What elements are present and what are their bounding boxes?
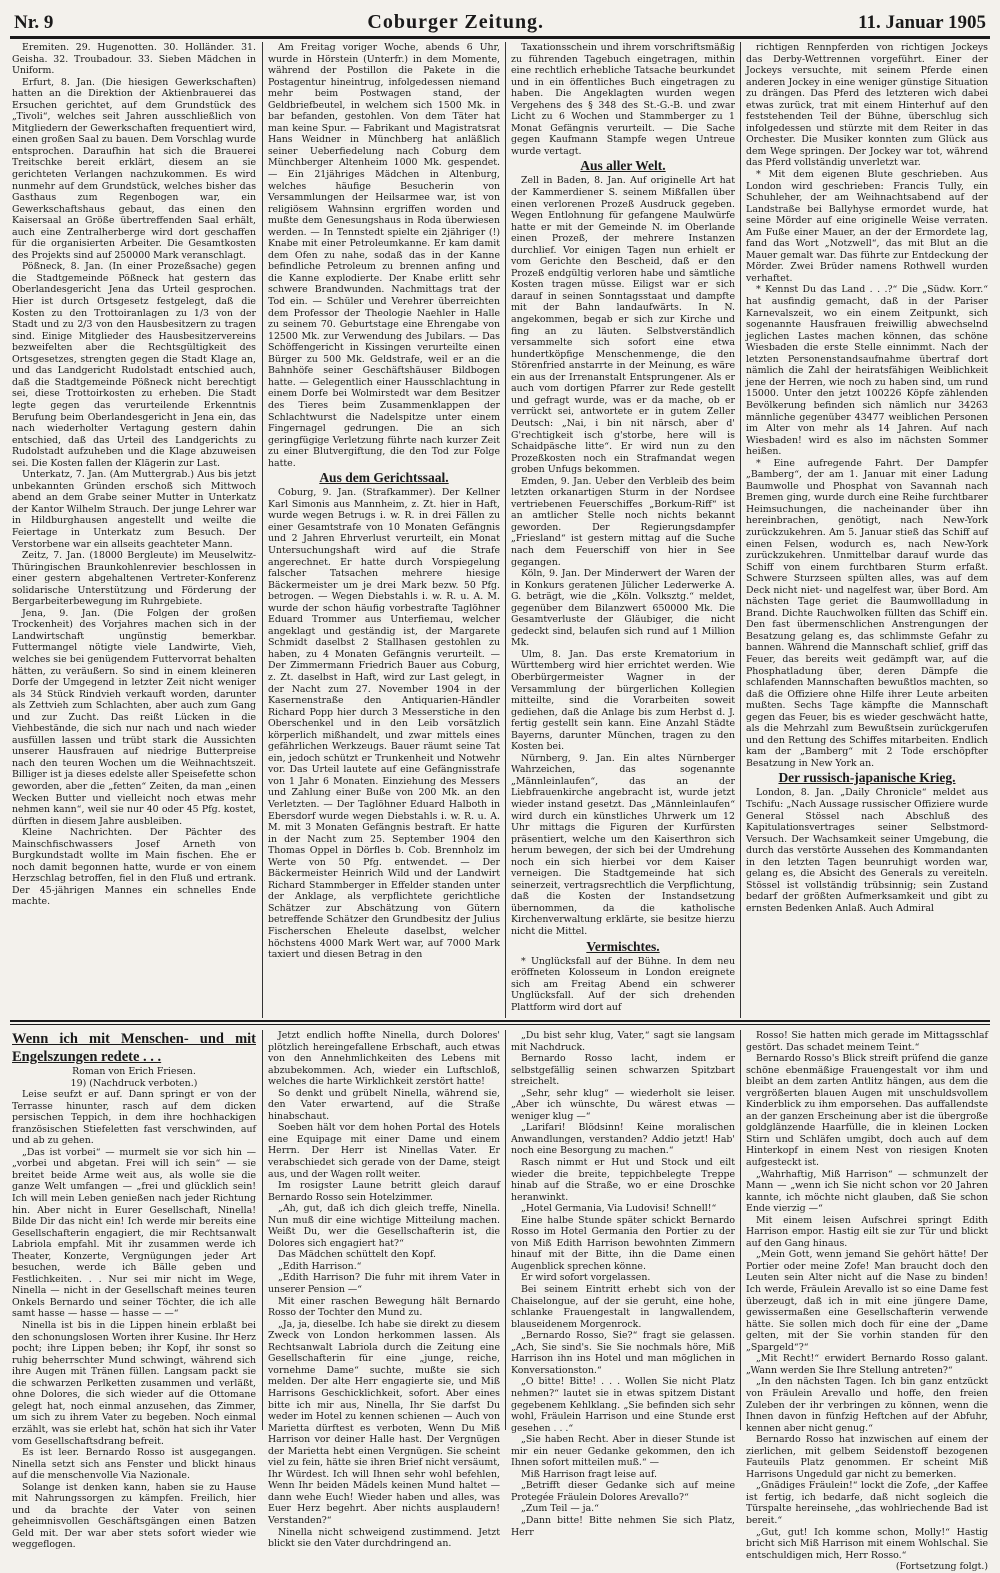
serial-text: „Mein Gott, wenn jemand Sie gehört hätte! Der Portier oder meine Zofe! Man braucht doch den Leuten sein Alter nicht auf die Nase zu binden! Ich werde, Fräulein Arevallo ist so eine Dame fest überzeugt, daß ich in mit eine jüngere Dame, gewissermaßen eine Gesellschafterin verwende hätte. Sie sollen mich doch für eine der „Dame gelten, mit der Sie vorhin standen für den „Spargeld“?“ [746, 1249, 988, 1353]
serial-text: „Gnädiges Fräulein!“ lockt die Zofe, „der Kaffee ist fertig, ich bedarfe, daß nicht sogleich die Türspalte hereinsehe, „das wohlriechende Bad ist bereit.“ [746, 1480, 988, 1526]
serial-text: Solange ist denken kann, haben sie zu Hause mit Nahrungssorgen zu kämpfen. Freilich, hier und da brachte der Vater von seinen geheimnisvollen Geschäftsgängen einen Batzen Geld mit. Der war aber stets sofort wieder wie weggeflogen. [12, 1481, 256, 1551]
serial-text: Bernardo Rosso lacht, indem er selbstgefällig seinen schwarzen Spitzbart streichelt. [511, 1053, 735, 1088]
serial-text: „Edith Harrison? Die fuhr mit ihrem Vater in unserer Pension —“ [268, 1272, 500, 1296]
serial-text: „Sehr, sehr klug“ — wiederholt sie leiser. „Aber ich wünschte, Du wärest etwas — weniger klug —“ [511, 1087, 735, 1122]
serial-text: „Mit Recht!“ erwidert Bernardo Rosso galant. „Wann werden Sie Ihre Stellung antreten?“ [746, 1353, 988, 1376]
article-text: * Eine aufregende Fahrt. Der Dampfer „Bamberg“, der am 1. Januar mit einer Ladung Baumwolle und Phosphat von Savannah nach Bremen ging, wurde durch eine Reihe furchtbarer Heimsuchungen, die nacheinander über ihn hereinbrachen, genötigt, nach New-York zurückzukehren. Am 5. Januar stieß das Schiff auf einen Felsen, wodurch es, nach New-York zurückzukehren. Unmittelbar darauf wurde das Schiff von einem furchtbaren Sturm erfaßt. Schwere Sturzseen spülten alles, was auf dem Deck nicht niet- und nagelfest war, über Bord. Am nächsten Tage geriet die Baumwollladung in Brand. Dichte Rauchwolken füllten das Schiff ein. Den fast übermenschlichen Anstrengungen der Besatzung gelang es, das schlimmste Gefahr zu bannen. Während die Mannschaft schlief, griff das Feuer, das bereits weit gedämpft war, auf die Phosphatladung über, deren Dämpfe die schlafenden Mannschaften bewußtlos machten, so daß die Offiziere ohne Hilfe ihrer Leute arbeiten mußten. Sechs Tage kämpfte die Mannschaft gegen das Feuer, bis es wieder geschwächt hatte, als die Mehrzahl zum Bewußtsein zurückgerufen und den Rettung des Schiffes mitarbeiten. Endlich kam der „Bamberg“ mit 2 Tode erschöpfter Besatzung in New York an. [746, 457, 988, 769]
article-text: Zeitz, 7. Jan. (18000 Bergleute) im Meuselwitz-Thüringischen Braunkohlenrevier beschlossen in einer gestern abgehaltenen Vertreter-Konferenz solidarische Unterstützung und Förderung der Bergarbeiterbewegung im Ruhrgebiete. [12, 550, 256, 608]
column-divider [505, 1030, 506, 1430]
serial-text: „Larifari! Blödsinn! Keine moralischen Anwandlungen, verstanden? Addio jetzt! Hab' noch eine Besorgung zu machen.“ [511, 1122, 735, 1157]
serial-text: Das Mädchen schüttelt den Kopf. [278, 1249, 436, 1261]
section-heading: Vermischtes. [586, 938, 660, 954]
serial-text: „Dann bitte! Bitte nehmen Sie sich Platz, Herr [511, 1514, 735, 1538]
serial-text: Er wird sofort vorgelassen. [521, 1272, 651, 1284]
installment-number: 19) [70, 1077, 87, 1089]
serial-text: Ninella nicht schweigend zustimmend. Jetzt blickt sie den Vater durchdringend an. [268, 1526, 500, 1550]
serial-text: Ninella ist bis in die Lippen hinein erblaßt bei den schonungslosen Worten ihrer Kusine. Ihr Herz pocht; ihre Lippen beben; ihr Kopf, ihr sonst so ruhig beherrschter Mund schwingt, während sich ihre Augen mit Tränen füllen. Langsam packt sie die schwarzen Perlketten zusammen und verläßt, ohne Dolores, die sich wieder auf die Ottomane gelegt hat, noch einmal anzusehen, das Zimmer, um sich zu ihrem Vater zu begeben. Noch einmal erzählt, was sie erlebt hat, schön hat sich ihr Vater vom Gesellschaftsdrang befreit. [12, 1320, 256, 1447]
column-divider [505, 42, 506, 1018]
serial-text: „Edith Harrison.“ [278, 1260, 362, 1272]
article-text: Nürnberg, 9. Jan. Ein altes Nürnberger Wahrzeichen, das sogenannte „Männleinlaufen“, das an der Liebfrauenkirche angebracht ist, wurde jetzt wieder instand gesetzt. Das „Männleinlaufen“ wird durch ein künstliches Uhrwerk um 12 Uhr mittags die Figuren der Kurfürsten präsentiert, welche um den Kaiserthron sich herum bewegen, der sich bei der Umdrehung noch ein sich hierbei vor dem Kaiser verneigen. Die Stadtgemeinde hat sich seinerzeit, vertragsrechtlich die Verpflichtung, daß die Kosten der Instandsetzung übernommen, da die katholische Kirchenverwaltung erklärte, sie besitze hierzu nicht die Mittel. [511, 752, 735, 938]
serial-text: „Ja, ja, dieselbe. Ich habe sie direkt zu diesem Zweck von London herkommen lassen. Als Rechtsanwalt Labriola durch die Zeitung eine Gesellschafterin für eine „junge, reiche, vornehme Dame“ suchte, mußte sie sich melden. Der alte Herr engagierte sie, und Miß Harrisons Geschicklichkeit, sofort. Aber eines bitte ich mir aus, Ninella, Ihr Sie darfst Du weder im Hotel zu kennen schienen — Auch von Marietta dürftest es verboten, Wenn Du Miß Harrison vor deiner Halle hast. Der Vergnügen der Marietta hebt einen Vergnügen. Sie scheint viel zu fein, hätte sie ihren Brief nicht versäumt, Ihr Würdest. Ich will Ihnen sehr wohl befehlen, Wenn Ihr beiden Mädels keinen Mund haltet — dann wehe Euch! Wieder haben und alles, was Euer Herz begehrt. Aber nichts ausplaudern! Verstanden?“ [268, 1318, 500, 1526]
article-text: * Mit dem eigenen Blute geschrieben. Aus London wird geschrieben: Francis Tully, ein Schuhleher, der am Weihnachtsabend auf der Landstraße bei Ballyhyse ermordet wurde, hat seine Mörder auf eine originelle Weise verraten. Am Fuße einer Mauer, an der der Ermordete lag, fand das Wort „Notzwell“, das mit Blut an die Mauer gemalt war. Das führte zur Entdeckung der Mörder. Zwei Brüder namens Rothwell wurden verhaftet. [746, 169, 988, 284]
masthead [14, 6, 986, 34]
article-text: Jena, 9. Jan. (Die Folgen der großen Trockenheit) des Vorjahres machen sich in der Landwirtschaft ungünstig bemerkbar. Futtermangel nötigte viele Landwirte, Vieh, welches sie bei genügendem Futtervorrat behalten hätten, zu veräußern. So sind in einem kleineren Dorfe der Umgegend in letzter Zeit nicht weniger als 34 Stück Rindvieh verkauft worden, darunter als Zettvieh zum Schlachten, aber auch zum Gang und zur Zucht. Das reißt Lücken in die Viehbestände, die sich nur nach und nach wieder ausfüllen lassen und trübt stark die Aussichten unserer Hausfrauen auf niedrige Butterpreise nach den teuren Wochen um die Weihnachtszeit. Billiger ist ja dieses edelste aller Speisefette schon geworden, aber die „fetten“ Zeiten, da man „einen Wecken Butter und vielleicht noch etwas mehr nehmen kann“, weil sie nur 40 oder 45 Pfg. kostet, dürften in diesem Jahre ausbleiben. [12, 607, 256, 827]
article-text: Coburg, 9. Jan. (Strafkammer). Der Kellner Karl Simonis aus Mannheim, z. Zt. hier in Haft, wurde wegen Betrugs i. w. R. in drei Fällen zu einer Gesamtstrafe von 10 Monaten Gefängnis und 2 Jahren Ehrverlust verurteilt, ein Monat Untersuchungshaft wird auf die Strafe angerechnet. Er hatte durch Vorspiegelung falscher Tatsachen mehrere hiesige Bäckermeister um je drei Mark bezw. 50 Pfg. betrogen. — Wegen Diebstahls i. w. R. u. A. M. wurde der schon häufig vorbestrafte Taglöhner Eduard Trommer aus Unterfiemau, welcher angeklagt und geständig ist, der Margarete Schmidt daselbst 2 Stallhasen gestohlen zu haben, zu 4 Monaten Gefängnis verurteilt. — Der Zimmermann Friedrich Bauer aus Coburg, z. Zt. daselbst in Haft, wird zur Last gelegt, in der Nacht zum 27. November 1904 in der Kasernenstraße den Antiquarien-Händler Richard Popp hier durch 3 Messerstiche in den Oberschenkel und in den Leib vorsätzlich körperlich mißhandelt, und zwar mittels eines gefährlichen Werkzeugs. Bauer räumt seine Tat ein, jedoch schützt er Trunkenheit und Notwehr vor. Das Urteil lautete auf eine Gefängnisstrafe von 1 Jahr 6 Monaten. Einziehung des Messers und Zahlung einer Buße von 200 Mk. an den Verletzten. — Der Taglöhner Eduard Halboth in Ebersdorf wurde wegen Diebstahls i. w. R. u. A. M. mit 3 Monaten Gefängnis bestraft. Er hatte in der Nacht zum 25. September 1904 den Thomas Oppel in Dörfles b. Cob. Brennholz im Werte von 50 Pfg. entwendet. — Der Bäckermeister Heinrich Wild und der Landwirt Richard Stammberger in Effelder standen unter der Anklage, als verpflichtete gerichtliche Schätzer zur Abschätzung von Gütern betreffende Schätzer den Grundbesitz der Julius Fischerschen Eheleute daselbst, welcher höchstens 4000 Mark Wert war, auf 7000 Mark taxiert und diesen Betrag in den [268, 487, 500, 961]
feuilleton-rule-thin [10, 1024, 990, 1025]
newspaper-title: Coburger Zeitung. [367, 11, 545, 33]
serial-text: Bernardo Rosso's Blick streift prüfend die ganze schöne ebenmäßige Frauengestalt vor ihm und bleibt an dem zarten Antlitz hängen, aus dem die vergrößerten blauen Augen mit unschuldsvollem Kinderblick zu ihm emporsehen. Das auffallendste an der ganzen Erscheinung aber ist die übergroße goldglänzende Haarfülle, die in kleinen Locken Stirn und Schläfen umgibt, doch auch auf dem Hinterkopf in einem Nest von riesigen Knoten aufgesteckt ist. [746, 1053, 988, 1169]
serial-text: „Zum Teil — ja.“ [521, 1503, 599, 1515]
serial-text: Rosso! Sie hatten mich gerade im Mittagsschlaf gestört. Das schadet meinem Teint.“ [746, 1030, 988, 1053]
serial-text: Leise seufzt er auf. Dann springt er von der Terrasse hinunter, rasch auf dem dicken persischen Teppich, in dem ihre hochhackigen französischen Stiefeletten fast verschwinden, auf und ab zu gehen. [12, 1089, 256, 1147]
serial-text: So denkt und grübelt Ninella, während sie, den Vater erwartend, auf die Straße hinabschaut. [268, 1087, 500, 1122]
article-text: Pößneck, 8. Jan. (In einer Prozeßsache) gegen die Stadtgemeinde Pößneck hat gestern das Oberlandesgericht Jena das Urteil gesprochen. Hier ist durch Ortsgesetz festgelegt, daß die Kosten zu den Trottoiranlagen zu 1/3 von der Stadt und zu 2/3 von den Hausbesitzern zu tragen sind. Einige Mitglieder des Hausbesitzervereins bezweifelten aber die Rechtsgültigkeit des Ortsgesetzes, strengten gegen die Stadt Klage an, und das Landgericht Rudolstadt entschied auch, daß die Stadtgemeinde Pößneck nicht berechtigt sei, diese Trottoirkosten zu erheben. Die Stadt legte gegen das verurteilende Erkenntnis Berufung beim Oberlandesgericht in Jena ein, das nach wiederholter Vertagung gestern dahin entschied, daß das Urteil des Landgerichts zu Rudolstadt aufzuheben und die Klage abzuweisen sei. Die Kosten fallen der Klägerin zur Last. [12, 261, 256, 469]
serial-text: „O bitte! Bitte! . . . Wollen Sie nicht Platz nehmen?“ lautet sie in etwas spitzem Distant gegebenem Kehlklang. „Sie befinden sich sehr wohl, Fräulein Harrison und eine Stunde erst gesehen . . .“ [511, 1376, 735, 1434]
reprint-notice: (Nachdruck verboten.) [89, 1077, 198, 1089]
column-divider [740, 42, 741, 1018]
article-text: * Kennst Du das Land . . .?“ Die „Südw. Korr.“ hat ausfindig gemacht, daß in der Pariser Karnevalszeit, wo ein einem Zeitpunkt, sich sogenannte Hausfrauen freiwillig abwechselnd jeglichen Lastes machen können, das schöne Wiesbaden die erste Stelle einnimmt. Nach der letzten Personenstandsaufnahme übertraf dort nämlich die Zahl der heiratsfähigen Weiblichkeit jene der Herren, wie noch zu haben sind, um rund 15000. Unter den jetzt 100226 Köpfe zählenden Bevölkerung befinden sich nämlich nur 34263 männliche gegenüber 43477 weiblichen Personen im Alter von mehr als 14 Jahren. Auf nach Wiesbaden! wird es also im nächsten Sommer heißen. [746, 284, 988, 458]
issue-date: 11. Januar 1905 [858, 12, 986, 33]
article-text: Eremiten. 29. Hugenotten. 30. Holländer. 31. Geisha. 32. Troubadour. 33. Sieben Mädchen in Uniform. [12, 42, 256, 77]
serial-installment [12, 1078, 256, 1090]
serial-text: Mit einer raschen Bewegung hält Bernardo Rosso der Tochter den Mund zu. [268, 1295, 500, 1319]
article-text: Köln, 9. Jan. Der Minderwert der Waren der in Konkurs geratenen Jülicher Lederwerke A. G. beträgt, wie die „Köln. Volksztg.“ meldet, gegenüber dem Bilanzwert 650000 Mk. Die Gesamtverluste der Gläubiger, die nicht gedeckt sind, belaufen sich rund auf 1 Million Mk. [511, 568, 735, 649]
serial-text: „Wahrhaftig, Miß Harrison“ — schmunzelt der Mann — „wenn ich Sie nicht schon vor 20 Jahren kannte, ich möchte nicht glauben, daß Sie schon Ende vierzig —“ [746, 1168, 988, 1215]
serial-column-4 [746, 1030, 988, 1573]
serial-text: „Sie haben Recht. Aber in dieser Stunde ist mir ein neuer Gedanke gekommen, den ich Ihnen sofort mitteilen muß.“ — [511, 1434, 735, 1469]
article-text: Am Freitag voriger Woche, abends 6 Uhr, wurde in Hörstein (Unterfr.) in dem Momente, während der Postillon die Pakete in die Postagentur hineintrug, infolgedessen niemand mehr beim Postwagen stand, der Geldbriefbeutel, in welchem sich 1500 Mk. in bar befanden, gestohlen. Von dem Täter hat man keine Spur. — Fabrikant und Magistratsrat Hans Weidner in Münchberg hat anläßlich seiner Ueberfiedelung nach Coburg dem Münchberger Altenheim 1000 Mk. gespendet. — Ein 21jähriges Mädchen in Altenburg, welches häufige Besucherin von Versammlungen der Heilsarmee war, ist von religiösem Wahnsinn ergriffen worden und mußte dem Genesungshaus in Roda überwiesen werden. — In Tennstedt spielte ein 2jähriger (!) Knabe mit einer Petroleumkanne. Er kam damit dem Ofen zu nahe, sodaß das in der Kanne befindliche Petroleum zu brennen anfing und die Kanne explodierte. Der Knabe erlitt sehr schwere Brandwunden. Nachmittags trat der Tod ein. — Schüler und Verehrer überreichten dem Professor der Theologie Naehler in Halle zu seinem 70. Geburtstage eine Ehrengabe von 12500 Mk. zur Verwendung des Jubilars. — Das Schöffengericht in Kissingen verurteilte einen Bürger zu 500 Mk. Geldstrafe, weil er an die Bahnhöfe seiner Geschäftshäuser Bildbogen hatte. — Gelegentlich einer Hausschlachtung in einem Dorfe bei Wolmirstedt war dem Besitzer des Tieres beim Zusammenklappen der Schlachtwurst die Nadelspitze unter einem Fingernagel gedrungen. Die an sich geringfügige Verletzung führte nach kurzer Zeit zu einer Blutvergiftung, die den Tod zur Folge hatte. [268, 42, 500, 469]
serial-text: Mit einem leisen Aufschrei springt Edith Harrison empor. Hastig eilt sie zur Tür und blickt auf den Gang hinaus. [746, 1214, 988, 1249]
masthead-rule [10, 36, 990, 39]
section-heading: Aus aller Welt. [580, 158, 666, 174]
article-text: Unterkatz, 7. Jan. (Am Muttergrab.) Aus bis jetzt unbekannten Gründen erschoß sich Mittwoch abend an dem Grabe seiner Mutter in Unterkatz der Kantor Wilhelm Strauch. Der junge Lehrer war in Hildburghausen angestellt und weilte die Feiertage in Unterkatz zum Besuch. Der Verstorbene war ein allseits geachteter Mann. [12, 469, 256, 550]
column-divider [262, 1030, 263, 1430]
serial-text: Jetzt endlich hoffte Ninella, durch Dolores' plötzlich hereingefallene Erbschaft, auch etwas von den Annehmlichkeiten des Lebens mit abzubekommen. Ach, wieder ein Luftschloß, welches die harte Wirklichkeit zerstört hatte! [268, 1030, 500, 1088]
serial-text: Miß Harrison fragt leise auf. [521, 1468, 657, 1480]
continuation-note: (Fortsetzung folgt.) [895, 1561, 988, 1573]
serial-text: Bei seinem Eintritt erhebt sich von der Chaiselongue, auf der sie geruht, eine hohe, schlanke Frauengestalt in langwallendem, blauseidenem Morgenrock. [511, 1284, 735, 1330]
serial-text: Soeben hält vor dem hohen Portal des Hotels eine Equipage mit einer Dame und einem Herrn. Der Herr ist Ninellas Vater. Er verabschiedet sich gerade von der Dame, steigt aus, und der Wagen rollt weiter. [268, 1122, 500, 1180]
issue-number: Nr. 9 [14, 12, 54, 33]
serial-text: „Betrifft dieser Gedanke sich auf meine Protegée Fräulein Dolores Arevallo?“ [511, 1480, 735, 1503]
article-text: Erfurt, 8. Jan. (Die hiesigen Gewerkschaften) hatten an die Direktion der Aktienbrauerei das Ersuchen gerichtet, auf dem Grundstück des „Tivoli“, welches seit Jahren ausschließlich von Mitgliedern der Gewerkschaften frequentiert wird, einen großen Saal zu bauen. Dem Vorschlag wurde entsprochen. Daraufhin hat sich die Brauerei Treitschke bereit erklärt, diesem an sie gerichteten Verlangen nachzukommen. Es wird nunmehr auf dem Grundstück, welches bisher das Gasthaus zum Regenbogen war, ein Gewerkschaftshaus gebaut, das einen den Kaisersaal an Größe übertreffenden Saal erhält, auch eine Zentralherberge wird dort geschaffen für die organisierten Arbeiter. Die Gesamtkosten des Projekts sind auf 250000 Mark veranschlagt. [12, 76, 256, 261]
serial-text: „Gut, gut! Ich komme schon, Molly!“ Hastig bricht sich Miß Harrison mit einem Wohlschal. Sie entschuldigen mich, Herr Rosso.“ [746, 1526, 988, 1561]
serial-text: Im rosigster Laune betritt gleich darauf Bernardo Rosso sein Hotelzimmer. [268, 1180, 500, 1203]
column-3 [511, 42, 735, 1018]
column-4 [746, 42, 988, 1018]
article-text: London, 8. Jan. „Daily Chronicle“ meldet aus Tschifu: „Nach Aussage russischer Offiziere wurde General Stössel nach Abschluß des Kapitulationsvertrages seiner Selbstmord-Versuch. Der Wachsamkeit seiner Umgebung, die durch das verstörte Aussehen des Kommandanten in den letzten Tagen beunruhigt worden war, gelang es, die Absicht des Generals zu vereiteln. Stössel ist vollständig trübsinnig; sein Zustand bedarf der größten Aufmerksamkeit und gibt zu ernsten Bedenken Anlaß. Auch Admiral [746, 787, 988, 914]
serial-text: „Bernardo Rosso, Sie?“ fragt sie gelassen. „Ach, Sie sind's. Sie Sie nochmals höre, Miß Harrison ihn ins Hotel und man möglichen in Konversationston.“ [511, 1330, 735, 1376]
serial-text: „Du bist sehr klug, Vater,“ sagt sie langsam mit Nachdruck. [511, 1030, 735, 1053]
serial-text: Rasch nimmt er Hut und Stock und eilt wieder die breite, teppichbelegte Treppe hinab auf die Straße, wo er eine Droschke heranwinkt. [511, 1157, 735, 1203]
serial-column-1 [12, 1030, 256, 1551]
feuilleton-rule [10, 1020, 990, 1022]
serial-text: Es ist leer. Bernardo Rosso ist ausgegangen. Ninella setzt sich ans Fenster und blickt hinaus auf die menschenvolle Via Nazionale. [12, 1447, 256, 1482]
serial-text: „Hotel Germania, Via Ludovisi! Schnell!“ [521, 1203, 717, 1215]
serial-text: „Ah, gut, daß ich dich gleich treffe, Ninella. Nun muß dir eine wichtige Mitteilung machen. Weißt Du, wer die Gesellschafterin ist, die Dolores sich engagiert hat?“ [268, 1203, 500, 1249]
column-divider [262, 42, 263, 1018]
column-2 [268, 42, 500, 1018]
section-heading: Der russisch-japanische Krieg. [778, 770, 956, 786]
article-text: Ulm, 8. Jan. Das erste Krematorium in Württemberg wird hier errichtet werden. Wie Oberbürgermeister Wagner in der Versammlung der bürgerlichen Kollegien mitteilte, sind die Vorarbeiten soweit gediehen, daß die Anlage bis zum Herbst d. J. fertig gestellt sein kann. Eine Anzahl Städte Bayerns, darunter München, tragen zu den Kosten bei. [511, 648, 735, 753]
article-text: * Unglücksfall auf der Bühne. In dem neu eröffneten Kolosseum in London ereignete sich am Freitag Abend ein schwerer Unglücksfall. Auf der sich drehenden Plattform wird dort auf [511, 955, 735, 1013]
serial-column-3 [511, 1030, 735, 1538]
serial-title: Wenn ich mit Menschen- und mit Engelszungen redete . . . [12, 1031, 256, 1065]
serial-text: „Das ist vorbei“ — murmelt sie vor sich hin — „vorbei und abgetan. Frei will ich sein“ — sie breitet beide Arme weit aus, als wolle sie die ganze Welt umfangen — „frei und glücklich sein! Ich will mein Leben genießen nach jeder Richtung hin. Aber nicht in Eurer Gesellschaft, Ninella! Bilde Dir das nicht ein! Ich werde mir bereits eine Gesellschafterin engagiert, die mir Rechtsanwalt Labriola empfahl. Mit ihr zusammen werde ich Theater, Konzerte, Vergnügungen jeder Art besuchen, werde ich Bälle geben und Festlichkeiten. . . Nur sei mir nicht im Wege, Ninella — nicht in der Gesellschaft meines teuren Onkels Bernardo und seiner Töchter, die ich alle samt hasse — hasse — hasse — —“ [12, 1146, 256, 1320]
article-text: richtigen Rennpferden von richtigen Jockeys das Derby-Wettrennen vorgeführt. Einer der Jockeys versuchte, mit seinem Pferde einen anderen Jockey in eine weniger günstige Situation zu drängen. Das Pferd des letzteren wich dabei etwas zurück, trat mit einem Hinterhuf auf den feststehenden Teil der Bühne, überschlug sich infolgedessen und stürzte mit dem Reiter in das Orchester. Die Musiker konnten zum Glück aus dem Wege springen. Der Jockey war tot, während das Pferd vollständig unverletzt war. [746, 42, 988, 169]
serial-text: „In den nächsten Tagen. Ich bin ganz entzückt von Fräulein Arevallo und hoffe, den freien Zuleben der ihr verbringen zu können, wenn die Ihnen davon in fünfzig Heftchen auf der Abfuhr, kennen aber nicht genug.“ [746, 1376, 988, 1434]
serial-text: Eine halbe Stunde später schickt Bernardo Rosso im Hotel Germania den Portier zu der von Miß Edith Harrison bewohnten Zimmern hinauf mit der Bitte, ihn die Dame einen Augenblick sprechen könne. [511, 1214, 735, 1272]
serial-text: Bernardo Rosso hat inzwischen auf einem der zierlichen, mit gelbem Seidenstoff bezogenen Fauteuils Platz genommen. Er scheint Miß Harrisons Ungeduld gar nicht zu bemerken. [746, 1434, 988, 1480]
article-text: Emden, 9. Jan. Ueber den Verbleib des beim letzten orkanartigen Sturm in der Nordsee vertriebenen Feuerschiffes „Borkum-Riff“ ist an amtlicher Stelle noch nichts bekannt geworden. Der Regierungsdampfer „Friesland“ ist gestern mittag auf die Suche nach dem Feuerschiff von hier in See gegangen. [511, 475, 735, 568]
article-text: Zell in Baden, 8. Jan. Auf originelle Art hat der Kammerdiener S. seinem Mißfallen über einen verlorenen Prozeß Ausdruck gegeben. Wegen Entlohnung für gefangene Maulwürfe hatte er mit der Gemeinde N. im Oberlande einen Prozeß, der mehrere Instanzen durchlief. Vor einigen Tagen nun erhielt er vom Gerichte den Bescheid, daß er den Prozeß endgültig verloren habe und sämtliche Kosten tragen müsse. Eiligst war er sich darauf in seinen Sonntagsstaat und dampfte mit der Bahn landaufwärts. In N. angekommen, begab er sich zur Kirche und fing an zu läuten. Selbstverständlich versammelte sich sofort eine etwa hundertköpfige Menschenmenge, die den Störenfried anstarrte in der Meinung, es wäre ein aus der Irrenanstalt Entsprungener. Als er auch vom dortigen Pfarrer zur Rede gestellt und gefragt wurde, was er da mache, ob er verrückt sei, antwortete er in gutem Zeller Deutsch: „Nai, i bin nit närsch, aber d' G'rechtigkeit isch g'storbe, here will is Schaidpäsche litte“. Er wird nun zu den Prozeßkosten noch ein Strafmandat wegen groben Unfugs bekommen. [511, 175, 735, 476]
section-heading: Aus dem Gerichtssaal. [319, 470, 449, 486]
article-text: Taxationsschein und ihrem vorschriftsmäßig zu führenden Tagebuch eingetragen, mithin eine rechtlich erhebliche Tatsache beurkundet und in ein öffentliches Buch eingetragen zu haben. Die Angeklagten wurden wegen Vergehens des § 348 des St.-G.-B. und zwar Licht zu 6 Wochen und Stammberger zu 1 Monat Gefängnis verurteilt. — Die Sache gegen Kaufmann Stampfe wegen Untreue wurde vertagt. [511, 42, 735, 157]
article-text: Kleine Nachrichten. Der Pächter des Mainschfischwassers Josef Arneth von Burgkundstadt wollte im Main fischen. Ehe er noch damit begonnen hatte, wurde er von einem Herzschlag betroffen, fiel in den Fluß und ertrank. Der 45-jährigen Mannes ein schnelles Ende machte. [12, 827, 256, 908]
serial-column-2 [268, 1030, 500, 1550]
serial-author: Roman von Erich Friesen. [72, 1066, 196, 1077]
column-divider [740, 1030, 741, 1430]
column-1 [12, 42, 256, 1018]
